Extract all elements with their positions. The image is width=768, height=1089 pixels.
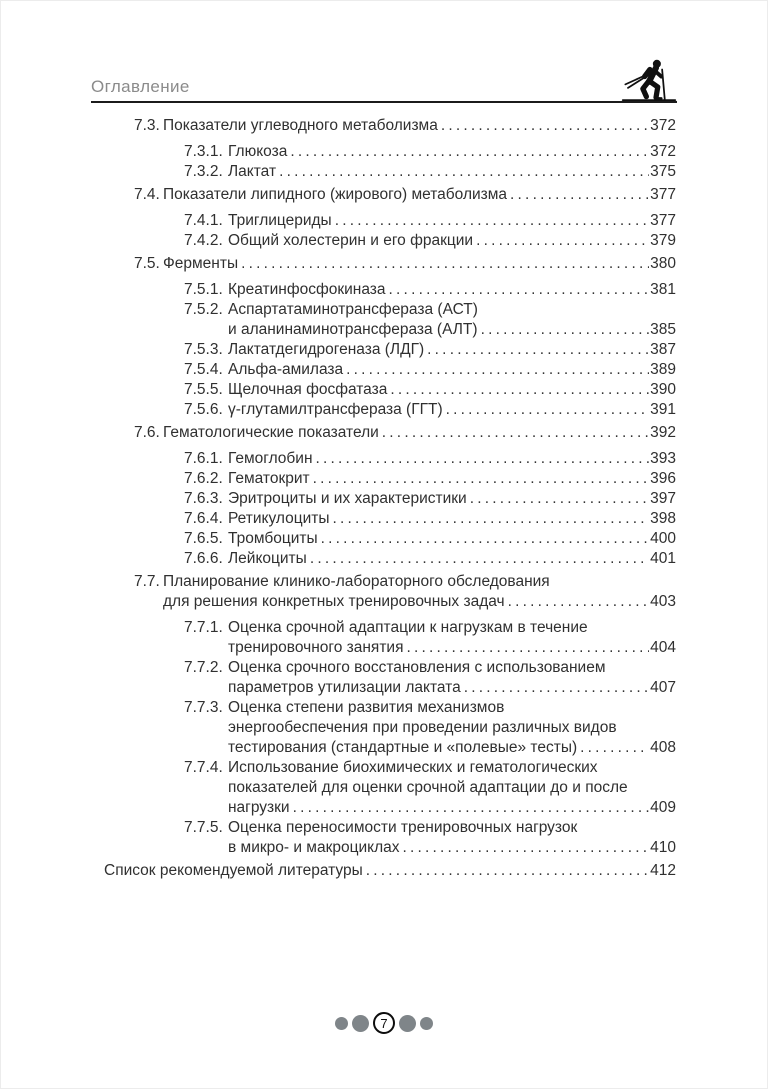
dot-leader — [400, 838, 650, 858]
entry-title: Оценка срочной адаптации к нагрузкам в течение — [228, 619, 588, 636]
entry-number: 7.7.1. — [184, 619, 223, 636]
dot-leader — [330, 509, 650, 529]
entry-title: в микро- и макроциклах — [228, 839, 400, 856]
toc-entry-line — [184, 211, 676, 231]
toc-entry-line — [184, 162, 676, 182]
toc-entry-line — [184, 340, 676, 360]
entry-page-number: 407 — [650, 679, 676, 696]
entry-title: Гематокрит — [228, 470, 310, 487]
toc-entry-line — [134, 572, 676, 592]
pager-dot-large-right — [399, 1015, 416, 1032]
entry-title: Лактатдегидрогеназа (ЛДГ) — [228, 341, 425, 358]
entry-page-number: 390 — [650, 381, 676, 398]
toc-entry — [91, 231, 676, 251]
entry-page-number: 377 — [650, 186, 676, 203]
entry-number: 7.6.6. — [184, 550, 223, 567]
toc-entry-line — [184, 489, 676, 509]
entry-number: 7.4.2. — [184, 232, 223, 249]
dot-leader — [438, 116, 649, 136]
toc-entry-line — [184, 360, 676, 380]
toc-entry-line — [184, 400, 676, 420]
entry-number: 7.7.2. — [184, 659, 223, 676]
dot-leader — [363, 861, 649, 881]
entry-number: 7.6.4. — [184, 510, 223, 527]
entry-page-number: 396 — [650, 470, 676, 487]
toc-entry-line — [134, 423, 676, 443]
entry-page-number: 403 — [650, 593, 676, 610]
dot-leader — [443, 400, 650, 420]
toc-entry-line — [184, 142, 676, 162]
toc-entry — [91, 549, 676, 569]
toc-entry-line — [184, 449, 676, 469]
toc-entry — [91, 818, 676, 858]
entry-title: Глюкоза — [228, 143, 288, 160]
dot-leader — [276, 162, 649, 182]
pager-dot-small-right — [420, 1017, 433, 1030]
toc-entry — [91, 489, 676, 509]
toc-entry-line — [184, 818, 676, 838]
entry-title: параметров утилизации лактата — [228, 679, 461, 696]
entry-page-number: 400 — [650, 530, 676, 547]
dot-leader — [577, 738, 649, 758]
entry-page-number: 372 — [650, 143, 676, 160]
toc-entry — [91, 529, 676, 549]
entry-title: Ферменты — [163, 255, 239, 272]
entry-number: 7.5. — [134, 255, 160, 272]
entry-title: Эритроциты и их характеристики — [228, 490, 467, 507]
toc-entry — [91, 300, 676, 340]
dot-leader — [505, 592, 650, 612]
toc-entry — [91, 423, 676, 443]
toc-entry-line — [184, 549, 676, 569]
toc-entry-line — [184, 718, 676, 738]
entry-title: Оценка степени развития механизмов — [228, 699, 505, 716]
toc-entry — [91, 449, 676, 469]
entry-page-number: 389 — [650, 361, 676, 378]
entry-page-number: 375 — [650, 163, 676, 180]
entry-page-number: 393 — [650, 450, 676, 467]
dot-leader — [386, 280, 650, 300]
entry-number: 7.7.4. — [184, 759, 223, 776]
toc-entry-line — [184, 280, 676, 300]
entry-number: 7.6.5. — [184, 530, 223, 547]
toc-entry — [91, 340, 676, 360]
toc-entry-line — [184, 509, 676, 529]
entry-number: 7.6.1. — [184, 450, 223, 467]
entry-title: энергообеспечения при проведении различных видов — [228, 719, 617, 736]
entry-page-number: 404 — [650, 639, 676, 656]
entry-number: 7.5.6. — [184, 401, 223, 418]
dot-leader — [507, 185, 649, 205]
entry-title: Креатинфосфокиназа — [228, 281, 386, 298]
entry-page-number: 392 — [650, 424, 676, 441]
entry-page-number: 385 — [650, 321, 676, 338]
entry-number: 7.6.2. — [184, 470, 223, 487]
toc-entry — [91, 162, 676, 182]
entry-title: Оценка срочного восстановления с использованием — [228, 659, 606, 676]
page-header — [91, 1, 677, 103]
entry-page-number: 401 — [650, 550, 676, 567]
entry-title: Показатели углеводного метаболизма — [163, 117, 438, 134]
entry-title: Показатели липидного (жирового) метаболизма — [163, 186, 508, 203]
entry-page-number: 372 — [650, 117, 676, 134]
toc-entry-line — [184, 838, 676, 858]
toc-entry-line — [134, 254, 676, 274]
toc-entry-line — [184, 678, 676, 698]
toc-entry — [91, 698, 676, 758]
entry-number: 7.5.5. — [184, 381, 223, 398]
entry-title: Аспартатаминотрансфераза (АСТ) — [228, 301, 478, 318]
toc-entry-line — [184, 380, 676, 400]
toc-entry — [91, 211, 676, 231]
toc-entry — [91, 360, 676, 380]
dot-leader — [387, 380, 649, 400]
toc-entry — [91, 116, 676, 136]
dot-leader — [461, 678, 649, 698]
toc-entry-line — [104, 861, 676, 881]
toc-entry-line — [134, 592, 676, 612]
entry-page-number: 412 — [650, 862, 676, 879]
pager-dot-small-left — [335, 1017, 348, 1030]
toc-entry — [91, 758, 676, 818]
toc-entry-line — [184, 618, 676, 638]
dot-leader — [313, 449, 650, 469]
entry-page-number: 398 — [650, 510, 676, 527]
entry-title: тестирования (стандартные и «полевые» тесты) — [228, 739, 578, 756]
toc-entry-line — [184, 778, 676, 798]
toc-entry — [91, 142, 676, 162]
dot-leader — [403, 638, 649, 658]
entry-page-number: 380 — [650, 255, 676, 272]
dot-leader — [318, 529, 650, 549]
page-header-title: Оглавление — [91, 77, 190, 96]
dot-leader — [310, 469, 650, 489]
entry-title: Общий холестерин и его фракции — [228, 232, 474, 249]
toc-entry-line — [184, 300, 676, 320]
toc-entry — [91, 572, 676, 612]
toc-entry-line — [184, 698, 676, 718]
entry-page-number: 379 — [650, 232, 676, 249]
entry-title: γ-глутамилтрансфераза (ГГТ) — [228, 401, 443, 418]
entry-number: 7.5.4. — [184, 361, 223, 378]
entry-number: 7.5.2. — [184, 301, 223, 318]
entry-title: Тромбоциты — [228, 530, 318, 547]
entry-number: 7.6.3. — [184, 490, 223, 507]
entry-title: Гематологические показатели — [163, 424, 379, 441]
dot-leader — [343, 360, 649, 380]
toc-entry-line — [184, 231, 676, 251]
entry-number: 7.7.3. — [184, 699, 223, 716]
entry-number: 7.4. — [134, 186, 160, 203]
entry-title: Ретикулоциты — [228, 510, 330, 527]
dot-leader — [307, 549, 649, 569]
entry-page-number: 391 — [650, 401, 676, 418]
toc-list — [91, 116, 676, 881]
toc-entry — [91, 861, 676, 881]
entry-page-number: 408 — [650, 739, 676, 756]
dot-leader — [424, 340, 649, 360]
toc-entry-line — [134, 116, 676, 136]
dot-leader — [287, 142, 649, 162]
entry-title: показателей для оценки срочной адаптации до и после — [228, 779, 628, 796]
pagination — [1, 1012, 767, 1034]
toc-entry — [91, 469, 676, 489]
toc-entry-line — [184, 638, 676, 658]
toc-entry-line — [184, 469, 676, 489]
toc-entry — [91, 658, 676, 698]
entry-title: Лейкоциты — [228, 550, 307, 567]
entry-title: нагрузки — [228, 799, 290, 816]
dot-leader — [238, 254, 649, 274]
entry-page-number: 397 — [650, 490, 676, 507]
dot-leader — [332, 211, 649, 231]
entry-page-number: 409 — [650, 799, 676, 816]
pager-dot-large-left — [352, 1015, 369, 1032]
entry-number: 7.5.1. — [184, 281, 223, 298]
entry-title: Щелочная фосфатаза — [228, 381, 388, 398]
entry-title: тренировочного занятия — [228, 639, 404, 656]
toc-entry — [91, 280, 676, 300]
entry-number: 7.3.1. — [184, 143, 223, 160]
entry-page-number: 381 — [650, 281, 676, 298]
toc-entry-line — [184, 529, 676, 549]
toc-entry — [91, 185, 676, 205]
entry-title: Список рекомендуемой литературы — [104, 862, 363, 879]
entry-number: 7.6. — [134, 424, 160, 441]
entry-title: Использование биохимических и гематологических — [228, 759, 598, 776]
entry-number: 7.3.2. — [184, 163, 223, 180]
entry-title: Альфа-амилаза — [228, 361, 344, 378]
toc-entry — [91, 400, 676, 420]
entry-title: Лактат — [228, 163, 277, 180]
entry-number: 7.5.3. — [184, 341, 223, 358]
entry-page-number: 410 — [650, 839, 676, 856]
dot-leader — [379, 423, 649, 443]
dot-leader — [473, 231, 649, 251]
entry-title: Триглицериды — [228, 212, 332, 229]
entry-page-number: 377 — [650, 212, 676, 229]
toc-entry-line — [184, 798, 676, 818]
entry-title: для решения конкретных тренировочных задач — [163, 593, 505, 610]
toc-entry — [91, 509, 676, 529]
entry-page-number: 387 — [650, 341, 676, 358]
toc-entry — [91, 380, 676, 400]
toc-entry — [91, 254, 676, 274]
dot-leader — [478, 320, 650, 340]
dot-leader — [467, 489, 649, 509]
toc-entry-line — [184, 758, 676, 778]
toc-entry-line — [184, 320, 676, 340]
entry-number: 7.4.1. — [184, 212, 223, 229]
skier-icon — [621, 58, 677, 102]
entry-number: 7.3. — [134, 117, 160, 134]
dot-leader — [290, 798, 650, 818]
entry-title: Оценка переносимости тренировочных нагрузок — [228, 819, 578, 836]
toc-entry-line — [184, 738, 676, 758]
toc-entry — [91, 618, 676, 658]
entry-number: 7.7.5. — [184, 819, 223, 836]
entry-number: 7.7. — [134, 573, 160, 590]
entry-title: и аланинаминотрансфераза (АЛТ) — [228, 321, 478, 338]
toc-entry-line — [134, 185, 676, 205]
page-number-badge: 7 — [373, 1012, 395, 1034]
toc-entry-line — [184, 658, 676, 678]
entry-title: Планирование клинико-лабораторного обследования — [163, 573, 550, 590]
entry-title: Гемоглобин — [228, 450, 313, 467]
